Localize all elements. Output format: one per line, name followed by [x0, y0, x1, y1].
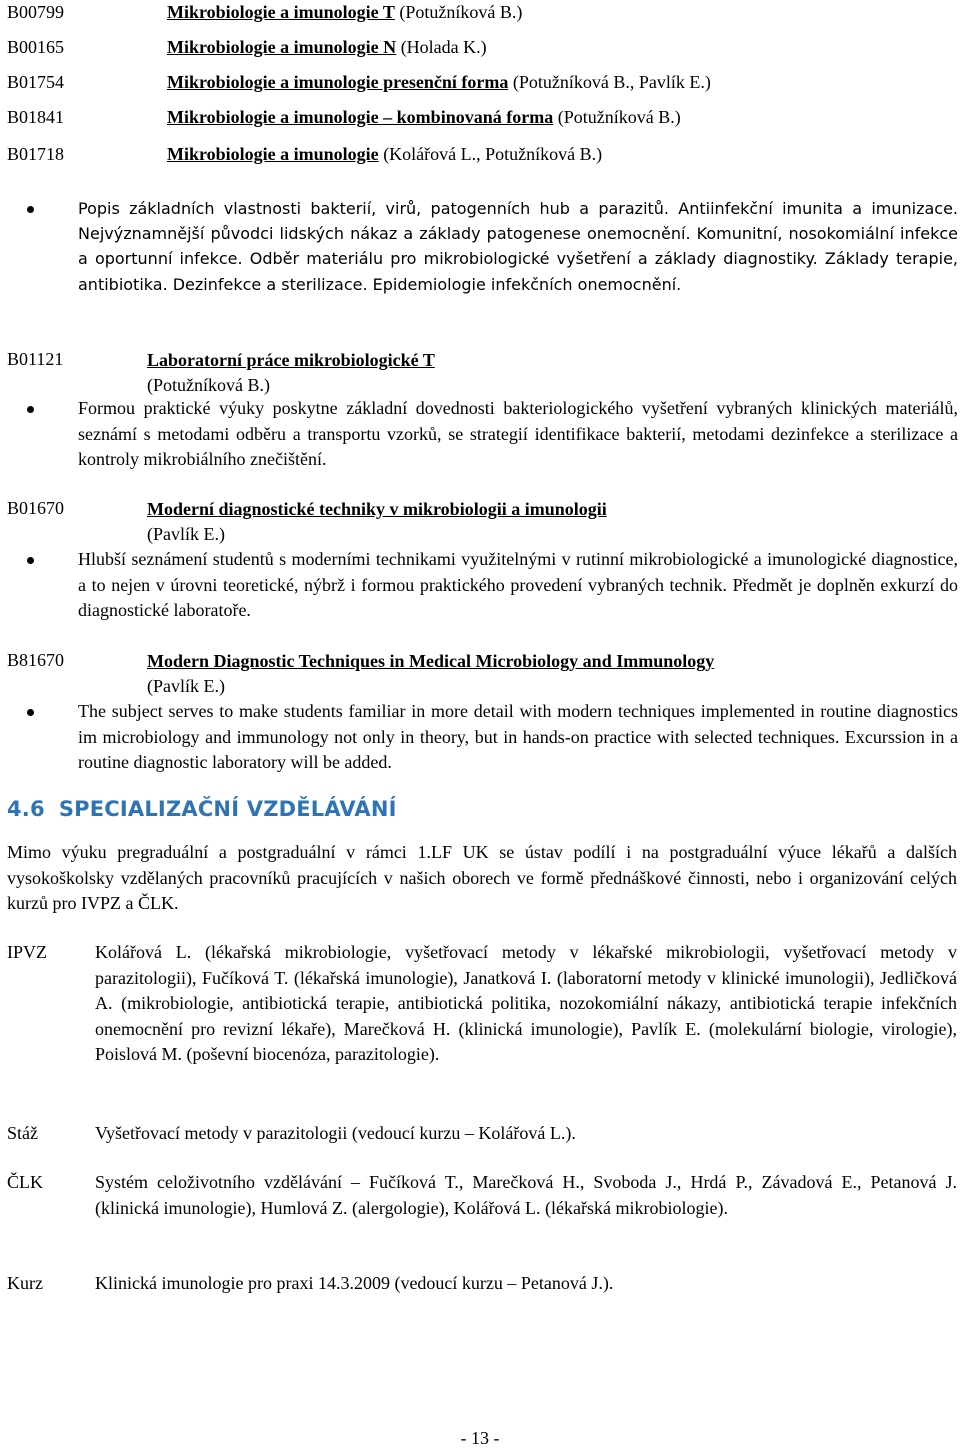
bullet-icon — [27, 406, 34, 413]
course-code: B00799 — [7, 2, 65, 22]
bullet-icon — [27, 206, 34, 213]
course-heading — [147, 649, 714, 699]
course-code: B01718 — [7, 144, 65, 164]
course-line — [167, 72, 711, 93]
section-heading — [7, 797, 397, 821]
course-code: B01121 — [7, 349, 64, 369]
course-title: Mikrobiologie a imunologie presenční forma — [167, 72, 509, 92]
item-label: Kurz — [7, 1273, 43, 1293]
item-text: Vyšetřovací metody v parazitologii (vedoucí kurzu – Kolářová L.). — [95, 1123, 576, 1143]
course-description: Hlubší seznámení studentů s moderními technikami využitelnými v rutinní mikrobiologické a imunologické diagnostice, a to nejen v úrovni teoretické, nýbrž i formou praktického provedení vybraných technik. Předmět je doplněn exkurzí do diagnostické laboratoře. — [78, 549, 958, 620]
course-title: Moderní diagnostické techniky v mikrobiologii a imunologii — [147, 499, 607, 519]
item-label: ČLK — [7, 1172, 43, 1192]
section-number: 4.6 — [7, 797, 45, 821]
course-title: Mikrobiologie a imunologie – kombinovaná forma — [167, 107, 554, 127]
page-number: - 13 - — [460, 1428, 500, 1448]
course-code: B01754 — [7, 72, 65, 92]
course-line — [167, 2, 522, 23]
item-label: Stáž — [7, 1123, 38, 1143]
course-code: B81670 — [7, 650, 65, 670]
course-heading — [147, 348, 435, 398]
course-description: The subject serves to make students familiar in more detail with modern techniques implemented in routine diagnostics im microbiology and immunology not only in theory, but in hands-on practice with selected techniques. Excurssion in a routine diagnostic laboratory will be added. — [78, 701, 958, 772]
bullet-icon — [27, 557, 34, 564]
course-line — [167, 144, 602, 165]
course-title: Mikrobiologie a imunologie N — [167, 37, 397, 57]
course-line — [167, 37, 487, 58]
item-text: Kolářová L. (lékařská mikrobiologie, vyšetřovací metody v lékařské mikrobiologii, vyšetřovací metody v parazitologii), Fučíková T. (lékařská imunologie), Janatková I. (laboratorní metody v klinické imunologii), Jedličková A. (mikrobiologie, antibiotická terapie, antibiotická politika, nozokomiální nákazy, antibiotická terapie infekčních onemocnění pro revizní lékaře), Marečková H. (klinická imunologie), Pavlík E. (molekulární biologie, virologie), Poislová M. (poševní biocenóza, parazitologie). — [95, 942, 957, 1064]
course-heading — [147, 497, 607, 547]
course-line — [167, 107, 681, 128]
course-authors: (Holada K.) — [400, 37, 487, 57]
course-authors: (Kolářová L., Potužníková B.) — [383, 144, 603, 164]
course-authors: (Potužníková B., Pavlík E.) — [512, 72, 711, 92]
item-text: Klinická imunologie pro praxi 14.3.2009 (vedoucí kurzu – Petanová J.). — [95, 1273, 614, 1293]
course-authors: (Potužníková B.) — [399, 2, 523, 22]
course-title: Mikrobiologie a imunologie T — [167, 2, 395, 22]
course-description: Popis základních vlastnosti bakterií, virů, patogenních hub a parazitů. Antiinfekční imunita a imunizace. Nejvýznamnější původci lidských nákaz a základy patogenese onemocnění. Komunitní, nosokomiální infekce a oportunní infekce. Odběr materiálu pro mikrobiologické vyšetření a základy diagnostiky. Základy terapie, antibiotika. Dezinfekce a sterilizace. Epidemiologie infekčních onemocnění. — [78, 199, 958, 294]
course-title: Mikrobiologie a imunologie — [167, 144, 379, 164]
course-authors: (Pavlík E.) — [147, 676, 225, 696]
course-authors: (Potužníková B.) — [147, 375, 270, 395]
section-title: SPECIALIZAČNÍ VZDĚLÁVÁNÍ — [58, 797, 397, 821]
item-text: Systém celoživotního vzdělávání – Fučíková T., Marečková H., Svoboda J., Hrdá P., Závadová E., Petanová J. (klinická imunologie), Humlová Z. (alergologie), Kolářová L. (lékařská mikrobiologie). — [95, 1172, 957, 1218]
course-description: Formou praktické výuky poskytne základní dovednosti bakteriologického vyšetření vybraných klinických materiálů, seznámí s metodami odběru a transportu vzorků, se strategií identifikace bakterií, metodami dezinfekce a sterilizace a kontroly mikrobiálního znečištění. — [78, 398, 958, 469]
course-authors: (Potužníková B.) — [557, 107, 681, 127]
course-authors: (Pavlík E.) — [147, 524, 225, 544]
bullet-icon — [27, 709, 34, 716]
course-code: B01841 — [7, 107, 65, 127]
item-label: IPVZ — [7, 942, 47, 962]
course-title: Modern Diagnostic Techniques in Medical Microbiology and Immunology — [147, 651, 715, 671]
section-intro: Mimo výuku pregraduální a postgraduální v rámci 1.LF UK se ústav podílí i na postgraduální výuce lékařů a dalších vysokoškolsky vzdělaných pracovníků pracujících v našich oborech ve formě přednáškové činnosti, nebo i organizování celých kurzů pro IVPZ a ČLK. — [7, 842, 957, 914]
course-code: B00165 — [7, 37, 65, 57]
course-code: B01670 — [7, 498, 65, 518]
course-title: Laboratorní práce mikrobiologické T — [147, 350, 435, 370]
